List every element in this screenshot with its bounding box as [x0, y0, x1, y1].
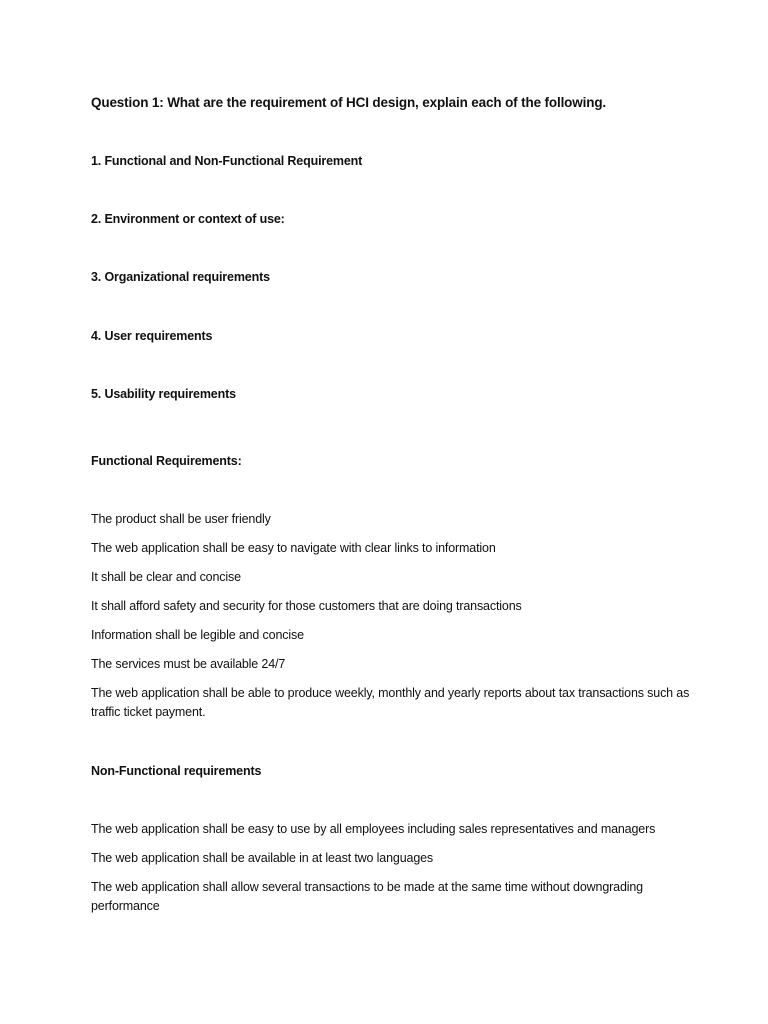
requirement-line: The web application shall be easy to navigate with clear links to information: [91, 541, 496, 555]
non-functional-heading: Non-Functional requirements: [91, 764, 262, 778]
list-item: 4. User requirements: [91, 329, 213, 343]
list-item: 2. Environment or context of use:: [91, 212, 285, 226]
functional-heading: Functional Requirements:: [91, 454, 242, 468]
question-title: Question 1: What are the requirement of HCI design, explain each of the following.: [91, 95, 607, 110]
requirement-line: The services must be available 24/7: [91, 657, 286, 671]
requirement-line: The web application shall be available in at least two languages: [91, 851, 434, 865]
requirement-line: The product shall be user friendly: [91, 512, 271, 526]
requirement-line: Information shall be legible and concise: [91, 628, 304, 642]
requirement-line: The web application shall allow several transactions to be made at the same time without downgrading performance: [91, 880, 643, 913]
requirement-line: The web application shall be able to produce weekly, monthly and yearly reports about tax transactions such as traffic ticket payment.: [91, 686, 690, 719]
requirement-line: It shall afford safety and security for those customers that are doing transactions: [91, 599, 522, 613]
list-item: 1. Functional and Non-Functional Requirement: [91, 154, 363, 168]
requirement-line: The web application shall be easy to use by all employees including sales representatives and managers: [91, 822, 656, 836]
list-item: 3. Organizational requirements: [91, 270, 270, 284]
list-item: 5. Usability requirements: [91, 387, 236, 401]
requirement-line: It shall be clear and concise: [91, 570, 241, 584]
